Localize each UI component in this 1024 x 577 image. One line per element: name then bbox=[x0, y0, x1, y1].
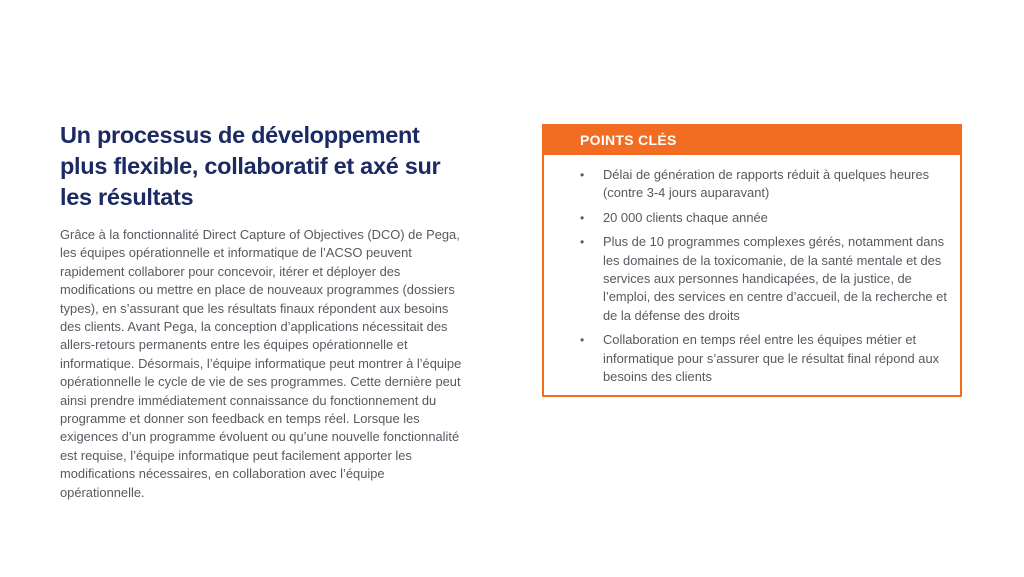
key-points-box bbox=[542, 124, 962, 397]
list-item bbox=[544, 233, 960, 325]
bullet-icon: • bbox=[580, 333, 585, 348]
content-section bbox=[60, 120, 472, 502]
key-point-text: Collaboration en temps réel entre les équipes métier et informatique pour s’assurer que le résultat final répond aux besoins des clients bbox=[603, 332, 940, 385]
bullet-icon: • bbox=[580, 210, 585, 225]
section-body: Grâce à la fonctionnalité Direct Capture of Objectives (DCO) de Pega, les équipes opérationnelle et informatique de l’ACSO peuvent rapidement collaborer pour concevoir, itérer et déployer des modifications ou mettre en place de nouveaux programmes (dossiers types), en s’assurant que les résultats finaux répondent aux besoins des clients. Avant Pega, la conception d’applications nécessitait des allers-retours permanents entre les équipes opérationnelle et informatique. Désormais, l’équipe informatique peut montrer à l’équipe opérationnelle le cycle de vie de ses programmes. Cette dernière peut ainsi prendre immédiatement connaissance du fonctionnement du programme et donner son feedback en temps réel. Lorsque les exigences d’un programme évoluent ou qu’une nouvelle fonctionnalité est requise, l’équipe informatique peut facilement apporter les modifications nécessaires, en collaboration avec l’équipe opérationnelle. bbox=[60, 227, 462, 500]
bullet-icon: • bbox=[580, 235, 585, 250]
key-point-text: 20 000 clients chaque année bbox=[603, 209, 768, 225]
bullet-icon: • bbox=[580, 168, 585, 182]
key-point-text: Plus de 10 programmes complexes gérés, notamment dans les domaines de la toxicomanie, de la santé mentale et des services aux personnes handicapées, de la justice, de l’emploi, des services en centre d’accueil, de la recherche et de la défense des droits bbox=[603, 234, 947, 323]
key-points-list bbox=[544, 166, 960, 386]
section-title: Un processus de développement plus flexible, collaboratif et axé sur les résultats bbox=[60, 122, 441, 210]
key-point-text: Délai de génération de rapports réduit à quelques heures (contre 3-4 jours auparavant) bbox=[603, 167, 930, 201]
list-item bbox=[544, 209, 960, 227]
key-points-title: POINTS CLÉS bbox=[544, 126, 960, 155]
list-item bbox=[544, 331, 960, 386]
list-item bbox=[544, 166, 960, 203]
